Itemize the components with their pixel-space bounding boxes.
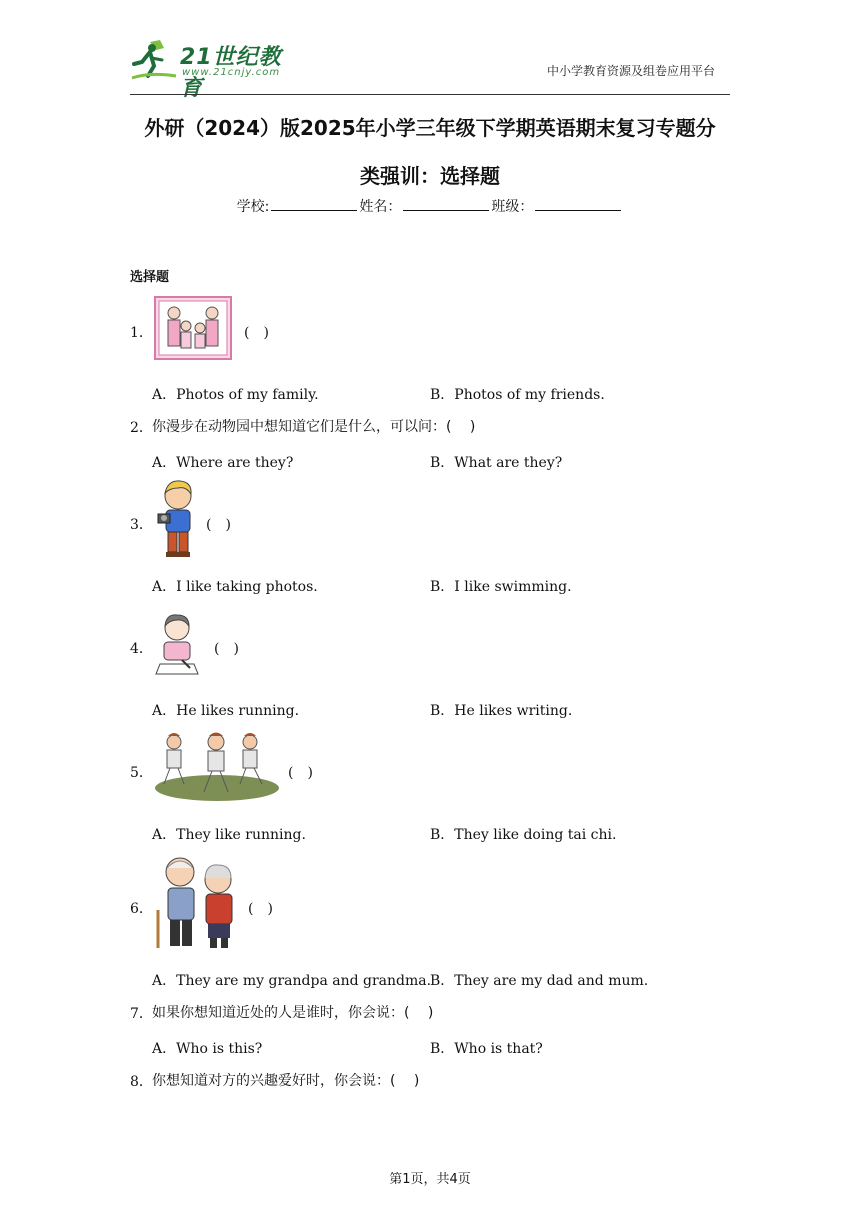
option-b[interactable]: B．He likes writing. [430,703,573,719]
option-a[interactable]: A．Who is this? [152,1041,263,1057]
option-b[interactable]: B．Who is that? [430,1041,543,1057]
name-field[interactable] [403,198,489,211]
runner-logo-icon [130,38,178,82]
header-divider [130,94,730,95]
question-stem: 你漫步在动物园中想知道它们是什么，可以问：( ) [152,419,476,435]
question-stem: 你想知道对方的兴趣爱好时，你会说：( ) [152,1073,420,1089]
option-a[interactable]: A．He likes running. [152,703,300,719]
question-number: 3． [130,517,153,533]
title-line-1: 外研（2024）版2025年小学三年级下学期英语期末复习专题分 [144,116,716,140]
option-a[interactable]: A．Photos of my family. [152,387,319,403]
student-info [0,196,860,216]
logo-text: 21世纪教育 [180,45,282,101]
option-b[interactable]: B．What are they? [430,455,563,471]
page-title [110,104,750,200]
option-a[interactable]: A．They are my grandpa and grandma. [152,973,432,989]
section-title: 选择题 [130,270,170,285]
answer-paren[interactable]: ( ) [288,765,313,781]
class-field[interactable] [535,198,621,211]
question-number: 8． [130,1074,153,1090]
title-line-2: 类强训：选择题 [360,164,500,188]
page-footer: 第1页，共4页 [389,1172,471,1187]
header-platform-text: 中小学教育资源及组卷应用平台 [546,64,715,78]
boy-camera-image [152,478,200,560]
class-label: 班级： [491,199,534,215]
logo-url: www.21cnjy.com [182,67,281,78]
school-field[interactable] [271,198,357,211]
option-b[interactable]: B．Photos of my friends. [430,387,605,403]
option-b[interactable]: B．They are my dad and mum. [430,973,649,989]
boy-writing-image [152,610,202,680]
answer-paren[interactable]: ( ) [206,517,231,533]
question-number: 2． [130,420,153,436]
name-label: 姓名： [359,199,402,215]
school-label: 学校: [236,199,270,215]
option-a[interactable]: A．They like running. [152,827,306,843]
question-number: 6． [130,901,153,917]
question-number: 4． [130,641,153,657]
question-number: 5． [130,765,153,781]
question-number: 1． [130,325,153,341]
answer-paren[interactable]: ( ) [214,641,239,657]
question-stem: 如果你想知道近处的人是谁时，你会说：( ) [152,1005,434,1021]
option-a[interactable]: A．I like taking photos. [152,579,318,595]
family-photo-image [154,296,232,360]
people-tai-chi-image [154,730,280,802]
option-b[interactable]: B．I like swimming. [430,579,572,595]
answer-paren[interactable]: ( ) [248,901,273,917]
site-logo [130,38,300,101]
option-a[interactable]: A．Where are they? [152,455,294,471]
option-b[interactable]: B．They like doing tai chi. [430,827,617,843]
question-number: 7． [130,1006,153,1022]
answer-paren[interactable]: ( ) [244,325,269,341]
grandparents-image [152,854,242,952]
